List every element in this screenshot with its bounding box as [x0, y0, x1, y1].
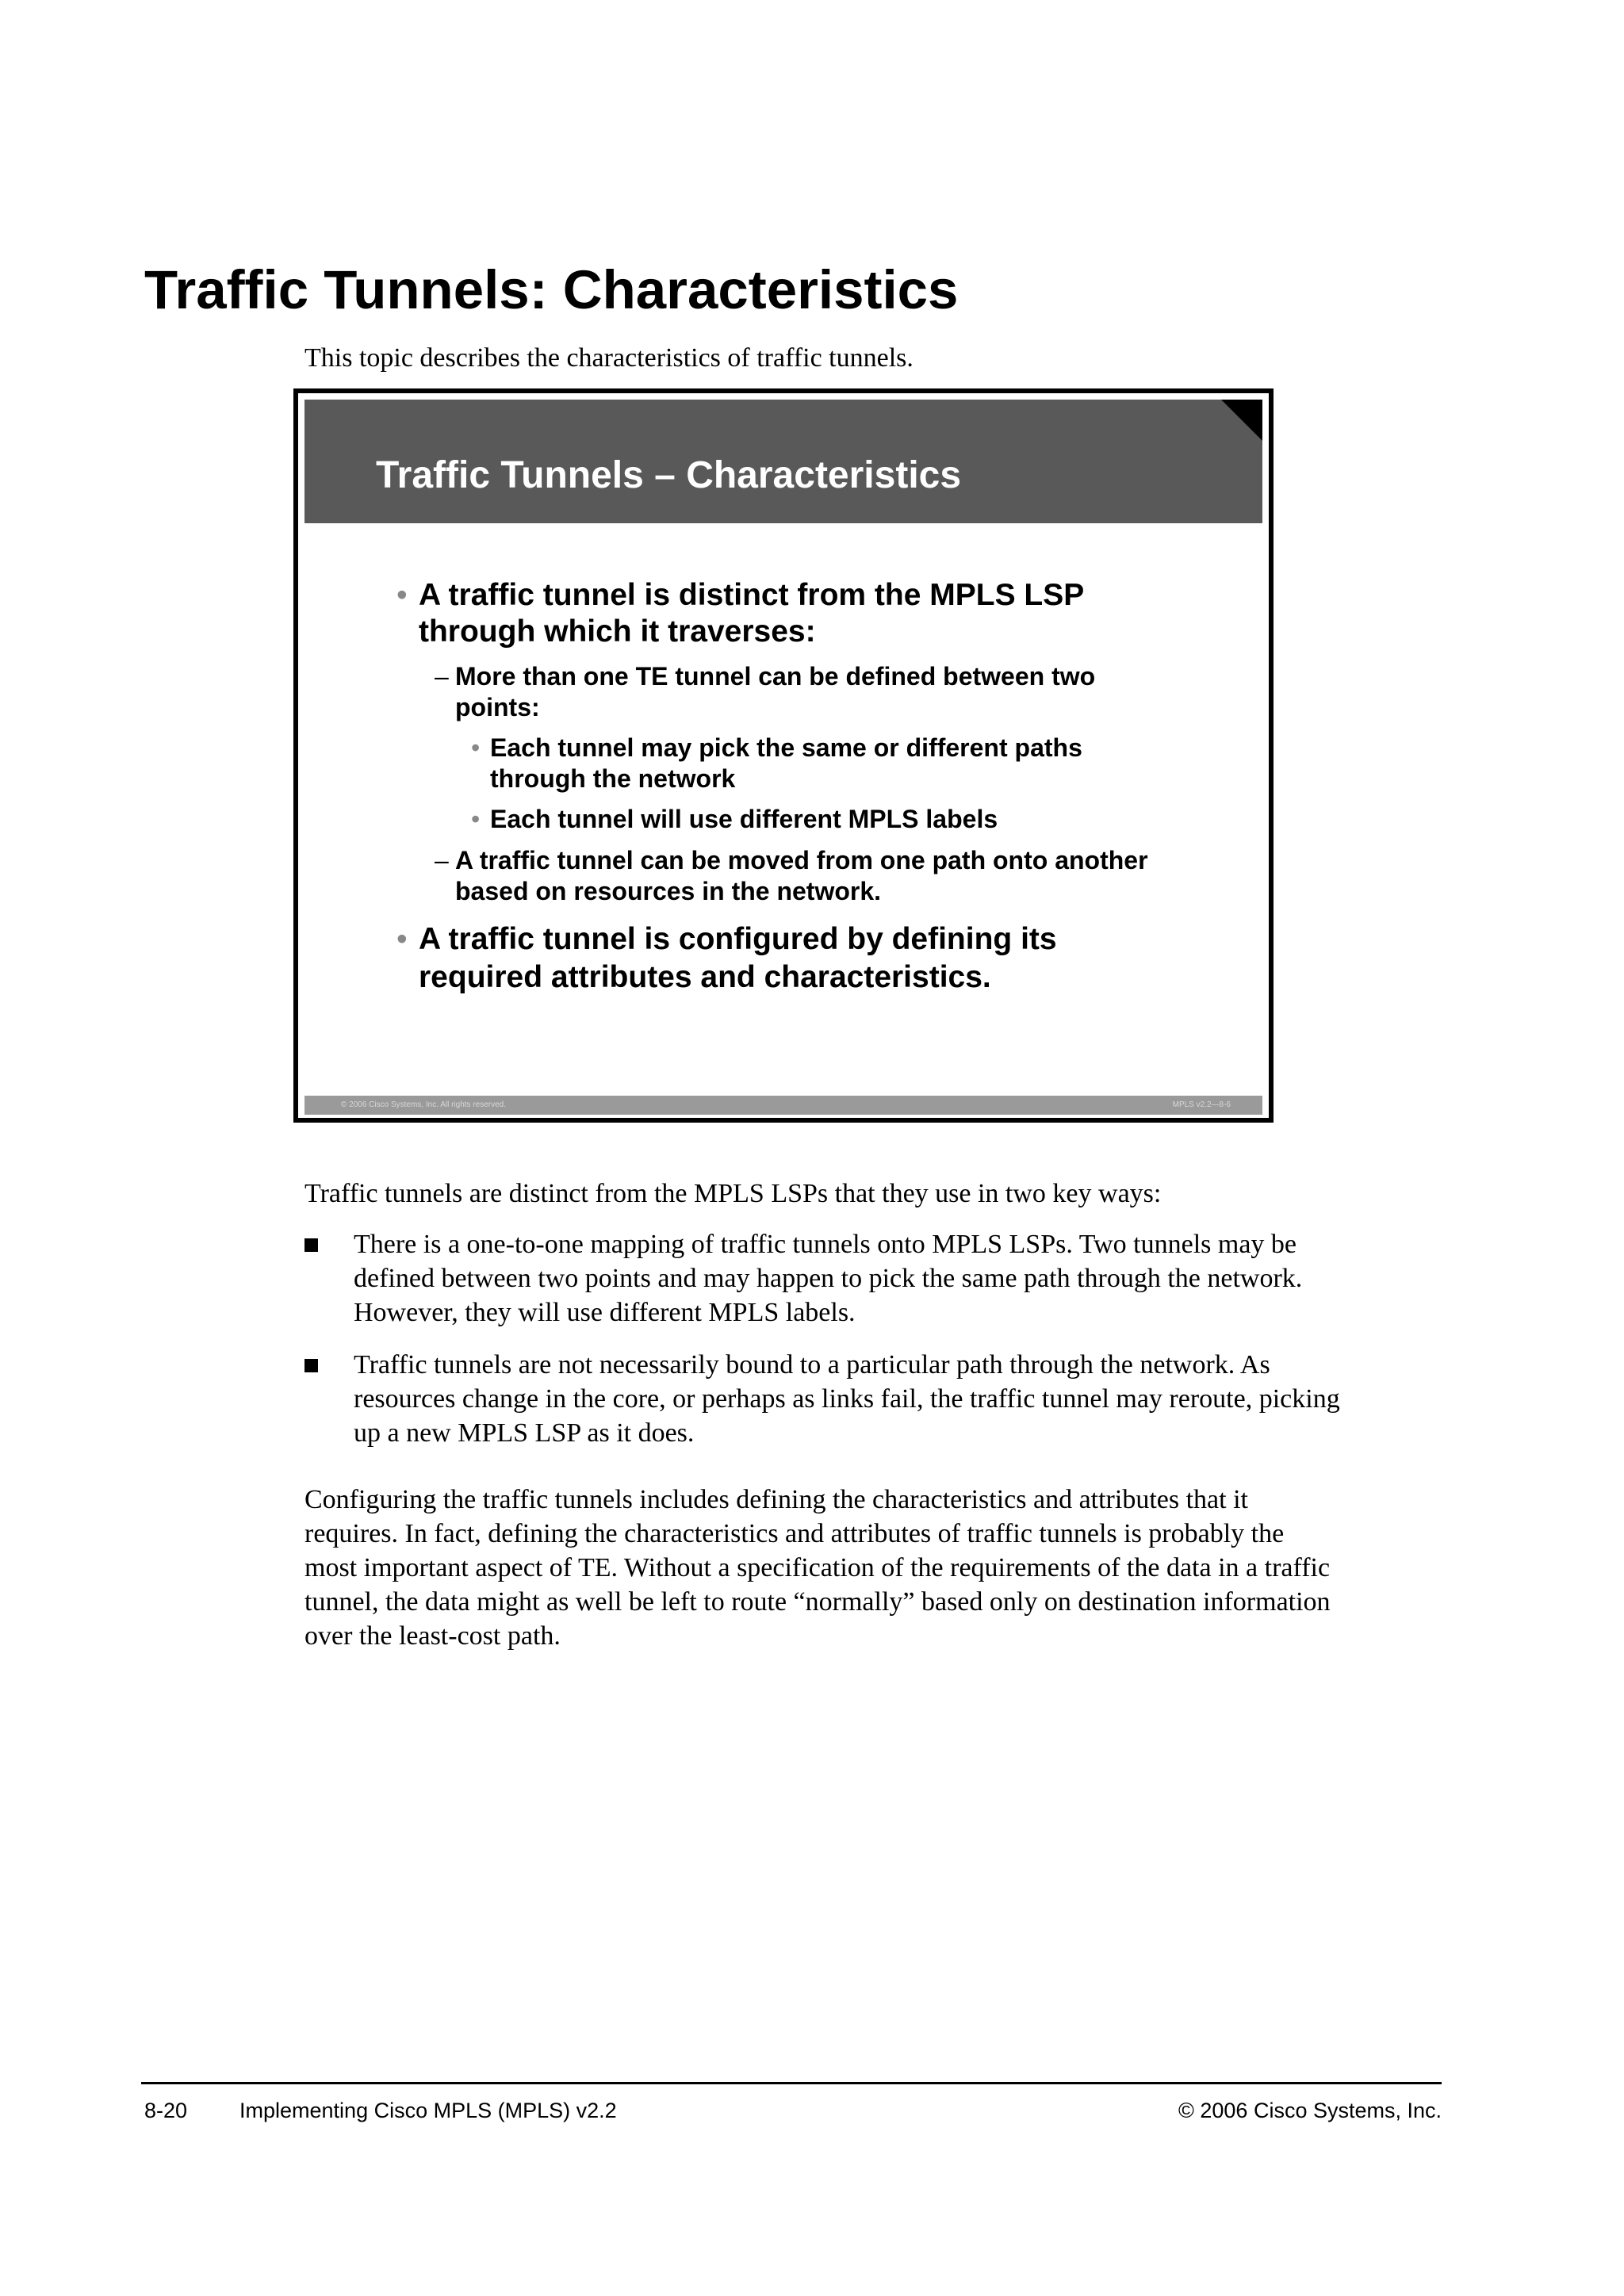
- slide-footer-version: MPLS v2.2—8-6: [1172, 1100, 1231, 1109]
- slide-footer-copyright: © 2006 Cisco Systems, Inc. All rights reserved.: [341, 1100, 507, 1109]
- list-item-line: Traffic tunnels are not necessarily bound to a particular path through the network. As: [354, 1350, 1270, 1380]
- slide-sub-1-line-1: More than one TE tunnel can be defined between two: [455, 662, 1096, 691]
- footer-page-number: 8-20: [144, 2099, 188, 2122]
- slide-bullet-marker: •: [396, 922, 408, 956]
- footer-book-title: Implementing Cisco MPLS (MPLS) v2.2: [239, 2099, 617, 2122]
- footer-copyright: © 2006 Cisco Systems, Inc.: [1178, 2099, 1442, 2122]
- list-item: [304, 1227, 1446, 1330]
- square-bullet-icon: [304, 1238, 318, 1252]
- footer-divider: [141, 2082, 1442, 2084]
- slide-bullet-1-line-2: through which it traverses:: [419, 614, 816, 649]
- slide-subsub-1-line-1: Each tunnel may pick the same or different paths: [490, 733, 1082, 762]
- closing-paragraph-line: over the least-cost path.: [304, 1621, 561, 1651]
- slide-subsub-2: Each tunnel will use different MPLS labels: [490, 805, 998, 833]
- list-item-line: There is a one-to-one mapping of traffic tunnels onto MPLS LSPs. Two tunnels may be: [354, 1230, 1297, 1259]
- slide-dash-marker: –: [435, 662, 449, 691]
- slide-subsub-1-line-2: through the network: [490, 764, 736, 793]
- closing-paragraph-line: Configuring the traffic tunnels includes defining the characteristics and attributes that it: [304, 1485, 1248, 1514]
- list-item-line: defined between two points and may happen to pick the same path through the network.: [354, 1264, 1303, 1293]
- body-lead-paragraph: Traffic tunnels are distinct from the MPLS LSPs that they use in two key ways:: [304, 1179, 1162, 1208]
- square-bullet-icon: [304, 1359, 318, 1372]
- slide-title: Traffic Tunnels – Characteristics: [376, 454, 962, 496]
- closing-paragraph-line: most important aspect of TE. Without a specification of the requirements of the data in a traffic: [304, 1553, 1331, 1582]
- slide-footer: [304, 1096, 1262, 1115]
- slide-figure: [293, 388, 1274, 1123]
- page-title: Traffic Tunnels: Characteristics: [144, 259, 959, 320]
- list-item-line: resources change in the core, or perhaps as links fail, the traffic tunnel may reroute, picking: [354, 1384, 1340, 1414]
- slide-sub-2-line-2: based on resources in the network.: [455, 877, 882, 905]
- slide-bullet-marker: •: [396, 578, 408, 612]
- closing-paragraph-line: requires. In fact, defining the characteristics and attributes of traffic tunnels is probably the: [304, 1519, 1285, 1548]
- intro-text: This topic describes the characteristics of traffic tunnels.: [304, 343, 914, 373]
- slide-sub-1-line-2: points:: [455, 693, 540, 721]
- closing-paragraph-line: tunnel, the data might as well be left to route “normally” based only on destination information: [304, 1587, 1331, 1617]
- slide-subbullet-marker: •: [471, 805, 481, 833]
- list-item: [304, 1348, 1446, 1451]
- slide-bullet-1-line-1: A traffic tunnel is distinct from the MPLS LSP: [419, 578, 1085, 612]
- slide-subbullet-marker: •: [471, 733, 481, 762]
- list-item-line: However, they will use different MPLS labels.: [354, 1298, 856, 1327]
- list-item-line: up a new MPLS LSP as it does.: [354, 1418, 695, 1448]
- slide-dash-marker: –: [435, 846, 449, 874]
- slide-bullet-2-line-1: A traffic tunnel is configured by defining its: [419, 922, 1057, 956]
- slide-sub-2-line-1: A traffic tunnel can be moved from one path onto another: [455, 846, 1148, 874]
- slide-bullet-2-line-2: required attributes and characteristics.: [419, 960, 991, 994]
- slide-body: [298, 393, 1269, 1118]
